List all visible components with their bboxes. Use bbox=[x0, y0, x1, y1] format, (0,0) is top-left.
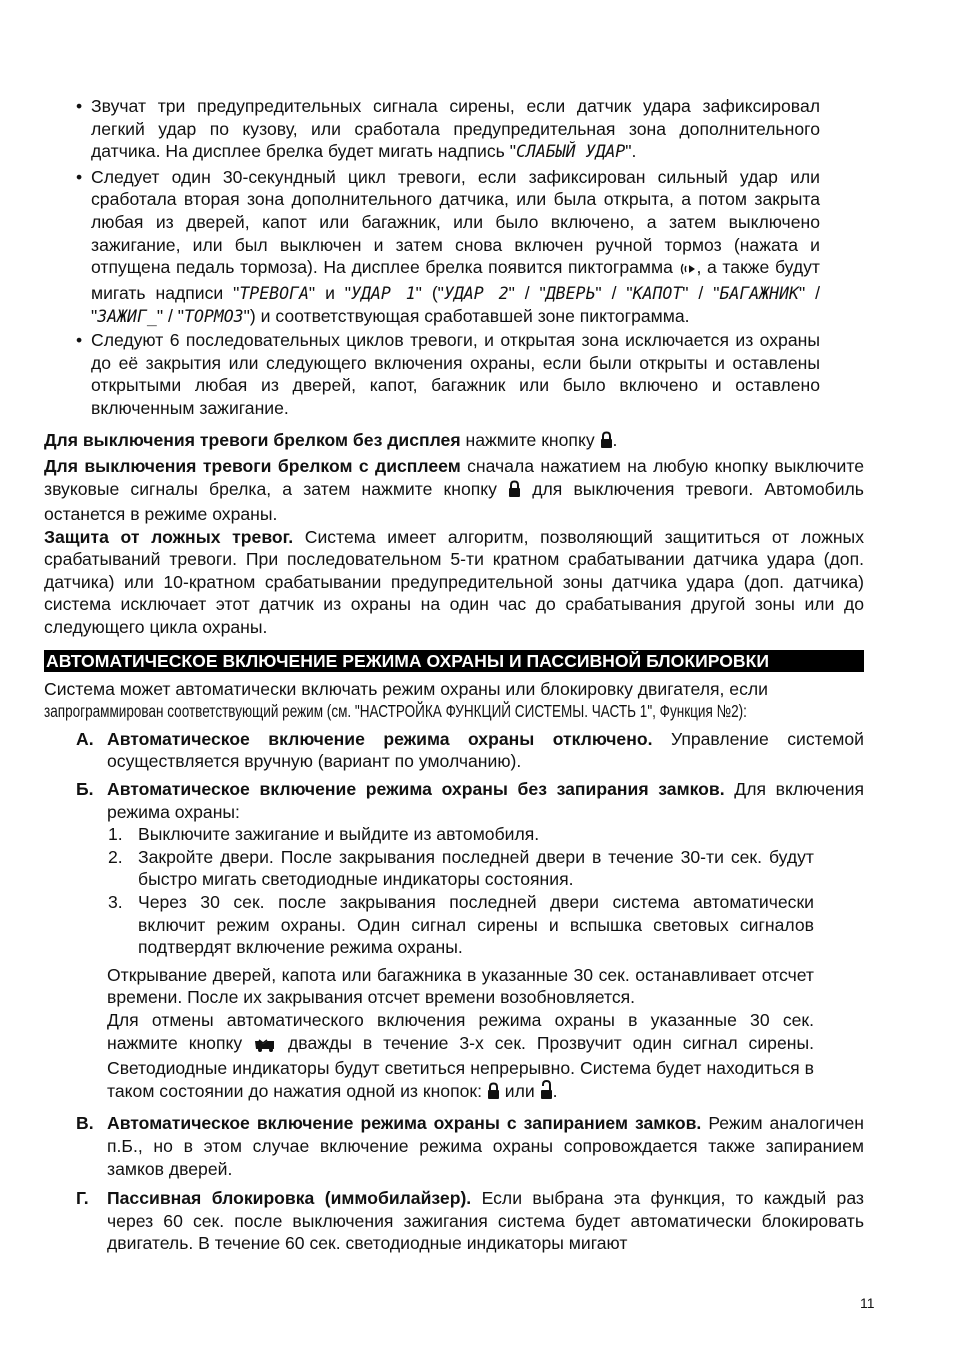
paragraph-text: Система имеет алгоритм, позволяющий защититься от ложных срабатываний тревоги. При последовательном 5-ти кратном срабатывании датчика удара (доп. датчика) или 10-кратном срабатывании предупредительной зоны датчика удара (доп. датчика) система исключает этот датчик из охраны на один час до срабатывания другой зоны или до следующего цикла охраны. bbox=[44, 526, 864, 638]
list-item bbox=[44, 1187, 864, 1255]
display-text: БАГАЖНИК bbox=[719, 283, 799, 303]
step-text: Выключите зажигание и выйдите из автомобиля. bbox=[138, 824, 540, 845]
page-number: 11 bbox=[860, 1295, 875, 1311]
display-text: СЛАБЫЙ УДАР bbox=[515, 142, 626, 162]
note-text: дважды в течение 3-х сек. Прозвучит один сигнал сирены. Светодиодные индикаторы будут светиться непрерывно. Система будет находиться в таком состоянии до нажатия одной из кнопок: bbox=[107, 1032, 814, 1101]
item-text: Управление системой осуществляется вручную (вариант по умолчанию). bbox=[107, 728, 864, 772]
paragraph-text: . bbox=[612, 430, 618, 451]
list-item bbox=[44, 728, 864, 773]
list-item bbox=[44, 778, 864, 823]
item-letter: Г. bbox=[76, 1188, 89, 1209]
section-title: АВТОМАТИЧЕСКОЕ ВКЛЮЧЕНИЕ РЕЖИМА ОХРАНЫ И ПАССИВНОЙ БЛОКИРОВКИ bbox=[44, 650, 864, 672]
item-note bbox=[44, 1009, 814, 1105]
paragraph-false-alarm bbox=[44, 526, 864, 639]
list-item bbox=[44, 1112, 864, 1180]
note-text: Для отмены автоматического включения режима охраны в указанные 30 сек. нажмите кнопку bbox=[107, 1009, 814, 1053]
note-text: или bbox=[499, 1080, 540, 1101]
paragraph-heading: Защита от ложных тревог. bbox=[44, 526, 294, 547]
item-text: Если выбрана эта функция, то каждый раз через 60 сек. после выключения зажигания система будет автоматически блокировать двигатель. В течение 60 сек. светодиодные индикаторы мигают bbox=[107, 1188, 864, 1254]
step-text: Закройте двери. После закрывания последней двери в течение 30-ти сек. будут быстро мигать светодиодные индикаторы состояния. bbox=[138, 846, 814, 890]
list-item bbox=[44, 166, 820, 329]
note-text: . bbox=[552, 1080, 558, 1101]
lock-open-icon bbox=[540, 1080, 553, 1106]
step-text: Через 30 сек. после закрывания последней двери система автоматически включит режим охраны. Один сигнал сирены и вспышка световых сигналов подтвердят включение режима охраны. bbox=[138, 892, 814, 958]
bullet-text: " и " bbox=[308, 282, 352, 303]
lock-closed-icon bbox=[508, 480, 521, 504]
bullet-text: " / " bbox=[682, 282, 720, 303]
intro-text: запрограммирован соответствующий режим (см. "НАСТРОЙКА ФУНКЦИЙ СИСТЕМЫ. ЧАСТЬ 1", Функция №2): bbox=[44, 701, 747, 722]
display-text: ДВЕРЬ bbox=[545, 283, 596, 303]
list-item bbox=[44, 823, 814, 846]
bullet-dot: • bbox=[76, 166, 83, 187]
display-text: КАПОТ bbox=[632, 283, 683, 303]
step-number: 2. bbox=[108, 846, 123, 867]
paragraph-alarm-off-display bbox=[44, 455, 864, 526]
list-item bbox=[44, 891, 814, 959]
paragraph-text: для выключения тревоги. Автомобиль останется в режиме охраны. bbox=[44, 478, 864, 525]
display-text: ТОРМОЗ bbox=[184, 307, 244, 327]
item-heading: Автоматическое включение режима охраны отключено. bbox=[107, 728, 653, 749]
shock-sensor-icon bbox=[679, 259, 697, 282]
display-text: ЗАЖИГ_ bbox=[97, 307, 157, 327]
bullet-text: ". bbox=[625, 141, 637, 162]
step-number: 3. bbox=[108, 892, 123, 912]
display-text: УДАР 1 bbox=[351, 283, 416, 303]
car-trunk-icon bbox=[253, 1035, 277, 1058]
list-item bbox=[44, 846, 814, 891]
bullet-text: " / " bbox=[91, 282, 820, 327]
paragraph-text: нажмите кнопку bbox=[460, 430, 600, 451]
paragraph-heading: Для выключения тревоги брелком без дисплея bbox=[44, 430, 461, 451]
item-note: Открывание дверей, капота или багажника в указанные 30 сек. останавливает отсчет времени. После их закрывания отсчет времени возобновляется. bbox=[107, 964, 814, 1008]
section-intro bbox=[44, 678, 864, 723]
lock-closed-icon bbox=[600, 431, 613, 455]
bullet-text: Следует один 30-секундный цикл тревоги, если зафиксирован сильный удар или сработала вторая зона дополнительного датчика, или была открыта, а потом закрыта любая из дверей, капот или багажник, или было включено, а затем выключено зажигание, или был выключен и затем снова включен ручной тормоз (нажата и отпущена педаль тормоза). На дисплее брелка появится пиктограмма bbox=[91, 166, 820, 278]
intro-text: Система может автоматически включать режим охраны или блокировку двигателя, если bbox=[44, 678, 768, 699]
item-letter: А. bbox=[76, 728, 94, 749]
display-text: УДАР 2 bbox=[443, 283, 509, 303]
bullet-text: Следуют 6 последовательных циклов тревоги, и открытая зона исключается из охраны до её закрытия или следующего включения охраны, если были открыты и оставлены открытыми любая из дверей, капот, багажник или было включено и оставлено включенным зажигание. bbox=[91, 329, 820, 418]
item-heading: Пассивная блокировка (иммобилайзер). bbox=[107, 1188, 472, 1209]
paragraph-alarm-off-no-display bbox=[44, 429, 864, 455]
paragraph-text: сначала нажатием на любую кнопку выключите звуковые сигналы брелка, а затем нажмите кнопку bbox=[44, 455, 864, 499]
bullet-text: Звучат три предупредительных сигнала сирены, если датчик удара зафиксировал легкий удар по кузову, или сработала предупредительная зона дополнительного датчика. На дисплее брелка будет мигать надпись " bbox=[91, 96, 820, 162]
bullet-dot: • bbox=[76, 329, 83, 350]
item-heading: Автоматическое включение режима охраны с запиранием замков. bbox=[107, 1113, 702, 1134]
paragraph-heading: Для выключения тревоги брелком с дисплеем bbox=[44, 455, 461, 476]
item-heading: Автоматическое включение режима охраны без запирания замков. bbox=[107, 779, 725, 800]
bullet-text: " (" bbox=[415, 282, 444, 303]
document-page bbox=[44, 95, 864, 1255]
bullet-text: " / " bbox=[508, 282, 546, 303]
bullet-text: , а также будут мигать надписи " bbox=[91, 257, 820, 303]
item-letter: Б. bbox=[76, 779, 94, 800]
item-letter: В. bbox=[76, 1113, 94, 1134]
bullet-text: " / " bbox=[156, 306, 185, 327]
list-item bbox=[44, 95, 820, 164]
bullet-text: ") и соответствующая сработавшей зоне пиктограмма. bbox=[243, 306, 690, 327]
bullet-dot: • bbox=[76, 96, 83, 116]
lock-closed-icon bbox=[487, 1082, 500, 1106]
list-item bbox=[44, 329, 820, 419]
item-text: Режим аналогичен п.Б., но в этом случае включение режима охраны сопровождается также запиранием замков дверей. bbox=[107, 1113, 865, 1179]
item-text: Для включения режима охраны: bbox=[107, 779, 864, 822]
bullet-text: " / " bbox=[595, 282, 633, 303]
display-text: ТРЕВОГА bbox=[239, 283, 309, 303]
step-number: 1. bbox=[108, 824, 123, 845]
